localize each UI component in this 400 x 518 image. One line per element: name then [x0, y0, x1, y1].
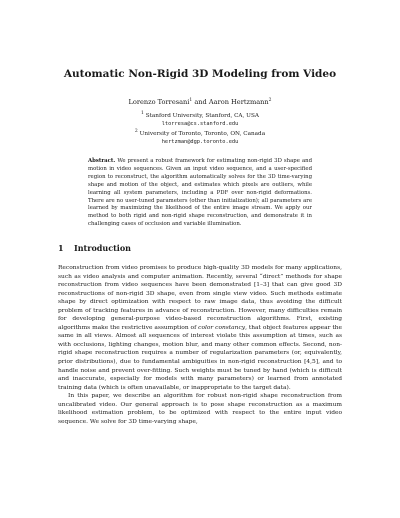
abstract — [88, 158, 312, 229]
abstract-text: We present a robust framework for estimating non-rigid 3D shape and motion in video sequences. Given an input video sequence, and a user-specified region to reconstruct, the algorithm automatically solves for the 3D time-varying shape and motion of the object, and estimates which pixels are outliers, while learning all system parameters, including a PDF over non-rigid deformations. There are no user-tuned parameters (other than initialization); all parameters are learned by maximizing the likelihood of the entire image stream. We apply our method to both rigid and non-rigid shape reconstruction, and demonstrate it in challenging cases of occlusion and variable illumination. — [88, 158, 312, 228]
paragraph-text: Reconstruction from video promises to produce high-quality 3D models for many applications, such as video analysis and computer animation. Recently, several “direct” methods for shape reconstruction from video sequences have been demonstrated [1–3] that can give good 3D reconstructions of non-rigid 3D shape, even from single view video. Such methods estimate shape by direct optimization with respect to raw image data, thus avoiding the difficult problem of tracking features in advance of reconstruction. However, many difficulties remain for developing general-purpose video-based reconstruction algorithms. First, existing algorithms make the restrictive assumption of — [58, 265, 342, 331]
author-name: Aaron Hertzmann — [208, 98, 269, 106]
affiliation-block — [0, 130, 400, 147]
affiliation-mark: 2 — [268, 97, 272, 103]
section-title: Introduction — [74, 243, 131, 253]
affiliation-block — [0, 112, 400, 129]
affiliation-email: ltorresa@cs.stanford.edu — [161, 121, 239, 128]
section-heading — [58, 243, 131, 253]
emphasis-text: color constancy — [198, 324, 246, 331]
affiliation-mark: 1 — [189, 97, 193, 103]
author-conjunction: and — [194, 98, 207, 106]
affiliation-mark: 2 — [134, 129, 138, 135]
affiliation-mark: 1 — [141, 111, 144, 117]
affiliation-institution: University of Toronto, Toronto, ON, Canada — [139, 131, 266, 137]
author-name: Lorenzo Torresani — [128, 98, 190, 106]
section-number: 1 — [58, 243, 64, 253]
affiliation-institution: Stanford University, Stanford, CA, USA — [145, 113, 259, 119]
paragraph-text: , that object features appear the same in all views. Almost all sequences of interest violate this assumption at times, such as with occlusions, lighting changes, motion blur, and many other common effects. Second, non-rigid shape reconstruction requires a number of regularization parameters (or, equivalently, prior distributions), due to fundamental ambiguities in non-rigid reconstruction [4,5], and to handle noise and prevent over-fitting. Such weights must be tuned by hand (which is difficult and inaccurate, especially for models with many parameters) or learned from annotated training data (which is often unavailable, or inappropriate to the target data). — [58, 324, 342, 391]
author-line — [0, 98, 400, 106]
paragraph — [58, 264, 342, 392]
affiliation-email: hertzman@dgp.toronto.edu — [161, 139, 239, 146]
paragraph: In this paper, we describe an algorithm for robust non-rigid shape reconstruction from uncalibrated video. Our general approach is to pose shape reconstruction as a maximum likelihood estimation problem, to be optimized with respect to the entire input video sequence. We solve for 3D time-varying shape, — [58, 393, 342, 425]
body-text — [58, 264, 342, 426]
abstract-label: Abstract. — [88, 158, 116, 164]
paper-title: Automatic Non-Rigid 3D Modeling from Video — [63, 68, 337, 80]
